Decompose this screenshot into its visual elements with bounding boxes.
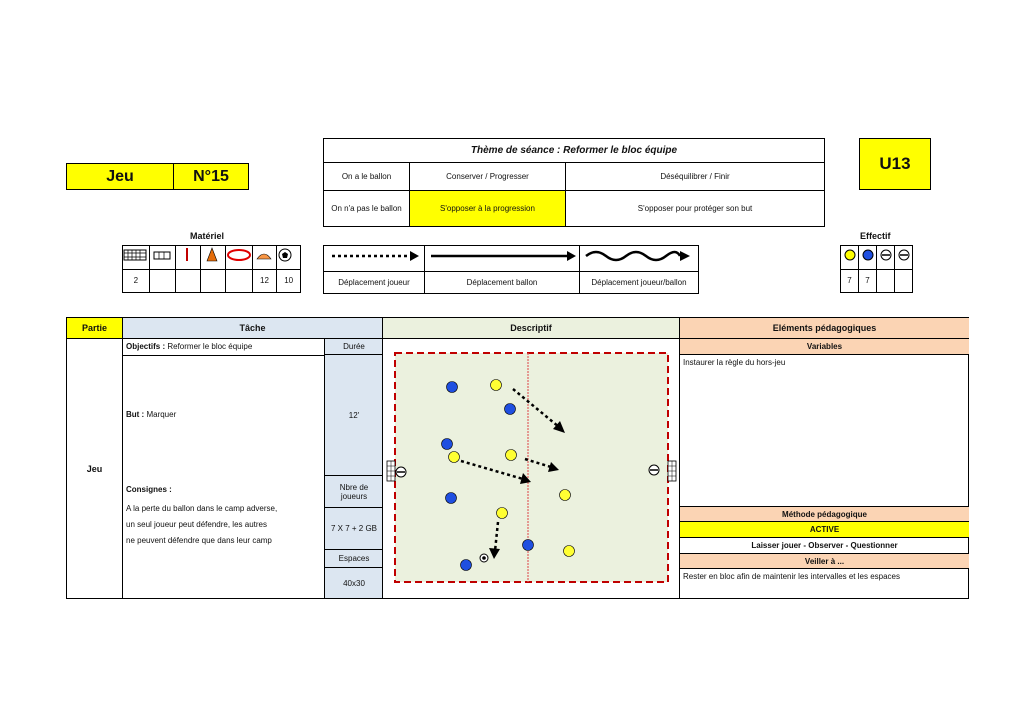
cone-icon [200, 246, 225, 270]
pole-icon [176, 246, 201, 270]
theme-option: S'opposer pour protéger son but [566, 190, 825, 226]
materiel-count: 2 [123, 269, 150, 293]
theme-option: Conserver / Progresser [410, 163, 566, 190]
legend-label: Déplacement joueur [324, 272, 425, 294]
yellow-player [491, 380, 502, 391]
game-label: Jeu [66, 163, 174, 190]
methode-detail: Laisser jouer - Observer - Questionner [751, 541, 898, 550]
veiller-value: Rester en bloc afin de maintenir les intervalles et les espaces [683, 572, 900, 581]
category-badge: U13 [859, 138, 931, 190]
but: But : Marquer [126, 410, 177, 419]
espaces-value: 40x30 [343, 578, 365, 588]
yellow-player [449, 452, 460, 463]
tache-header: Tâche [123, 318, 383, 339]
effectif-table [840, 245, 913, 293]
pedagogy-panel [680, 339, 969, 598]
descriptif-header: Descriptif [383, 318, 680, 339]
hoop-icon [225, 246, 252, 270]
blue-player [461, 560, 472, 571]
effectif-count: 7 [859, 269, 877, 293]
yellow-player [560, 490, 571, 501]
goalkeeper-icon [895, 246, 913, 270]
theme-option: Déséquilibrer / Finir [566, 163, 825, 190]
main-table [66, 317, 969, 599]
blue-player [505, 404, 516, 415]
variables-value: Instaurer la règle du hors-jeu [683, 358, 786, 367]
goalkeeper-icon [877, 246, 895, 270]
joueurs-value: 7 X 7 + 2 GB [325, 508, 383, 550]
goal-icon [123, 246, 150, 270]
goalkeeper-left [396, 467, 406, 477]
player-ball-movement-arrow-icon [580, 246, 699, 272]
materiel-count [176, 269, 201, 293]
goalkeeper-right [649, 465, 659, 475]
effectif-count [895, 269, 913, 293]
legend-label: Déplacement joueur/ballon [580, 272, 699, 294]
yellow-player [564, 546, 575, 557]
theme-title: Thème de séance : Reformer le bloc équipe [324, 139, 825, 163]
materiel-count [225, 269, 252, 293]
flat-cone-icon [252, 246, 277, 270]
partie-value: Jeu [67, 339, 123, 598]
consignes-label: Consignes : [126, 485, 172, 494]
game-number: N°15 [173, 163, 249, 190]
partie-header: Partie [67, 318, 123, 339]
yellow-player [497, 508, 508, 519]
left-goal-icon [387, 461, 395, 481]
theme-table [323, 138, 825, 227]
effectif-count: 7 [841, 269, 859, 293]
espaces-label: Espaces [325, 550, 383, 568]
yellow-player [506, 450, 517, 461]
blue-player [446, 493, 457, 504]
duree-value: 12' [325, 355, 383, 476]
blue-player-icon [859, 246, 877, 270]
materiel-title: Matériel [190, 231, 225, 241]
duree-label: Durée [325, 339, 383, 355]
blue-player [523, 540, 534, 551]
pitch-diagram [383, 339, 680, 598]
params-panel [325, 339, 383, 598]
variables-label: Variables [680, 339, 969, 355]
materiel-count [200, 269, 225, 293]
player-movement-arrow-icon [324, 246, 425, 272]
joueurs-label: Nbre de joueurs [325, 476, 383, 508]
consignes-text: A la perte du ballon dans le camp adverse, un seul joueur peut défendre, les autres ne peuvent défendre que dans leur camp [126, 504, 278, 545]
methode-label: Méthode pédagogique [680, 506, 969, 522]
materiel-count [149, 269, 176, 293]
veiller-label: Veiller à ... [680, 553, 969, 569]
effectif-title: Effectif [860, 231, 891, 241]
effectif-count [877, 269, 895, 293]
pitch-panel [383, 339, 680, 598]
blue-player [447, 382, 458, 393]
materiel-count: 12 [252, 269, 277, 293]
legend-label: Déplacement ballon [425, 272, 580, 294]
task-panel [123, 339, 325, 598]
yellow-player-icon [841, 246, 859, 270]
ball-movement-arrow-icon [425, 246, 580, 272]
objectifs: Objectifs : Reformer le bloc équipe [126, 342, 253, 351]
legend-table [323, 245, 699, 294]
elements-header: Eléments pédagogiques [680, 318, 969, 339]
methode-value: ACTIVE [680, 522, 969, 538]
phase-with-ball: On a le ballon [324, 163, 410, 190]
blue-player [442, 439, 453, 450]
ball-icon [277, 246, 301, 270]
small-goal-icon [149, 246, 176, 270]
theme-option-selected: S'opposer à la progression [410, 190, 566, 226]
ball-icon [480, 554, 488, 562]
materiel-table [122, 245, 301, 293]
materiel-count: 10 [277, 269, 301, 293]
phase-without-ball: On n'a pas le ballon [324, 190, 410, 226]
right-goal-icon [668, 461, 676, 481]
